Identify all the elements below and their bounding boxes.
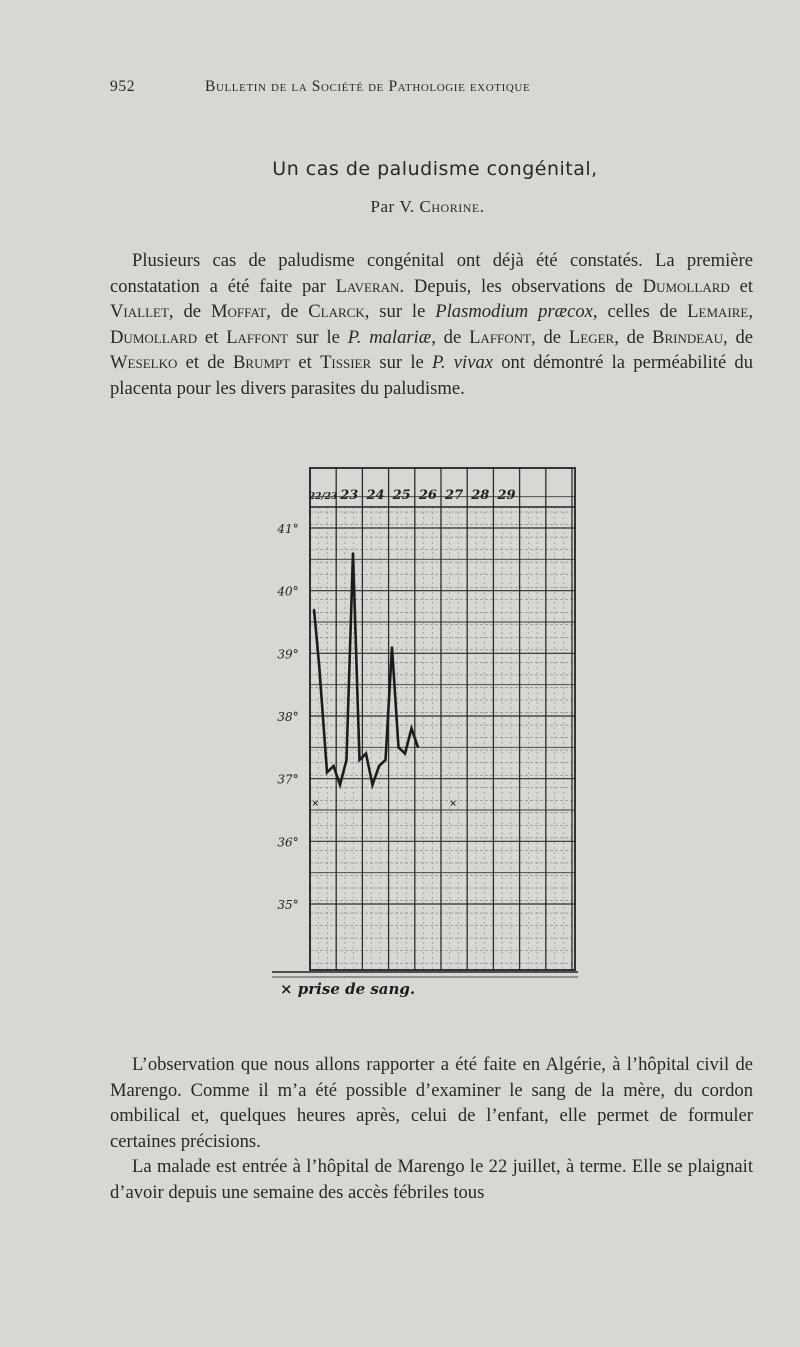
y-tick-label: 41° — [277, 522, 299, 536]
species-name: P. vivax — [431, 352, 494, 374]
author-prefix: Par — [370, 197, 395, 216]
y-tick-label: 38° — [277, 710, 299, 724]
temperature-point — [365, 753, 367, 755]
temperature-point — [346, 759, 348, 761]
paragraph-observation: L’observation que nous allons rapporter a été faite en Algérie, à l’hôpital civil de Marengo. Comme il m’a été possible d’examiner le sang de la mère, du cordon ombilical et, quelques heures après, celui de l’enfant, elle permet de formuler certaines précisions. — [110, 1054, 753, 1152]
author-name: V. Chorine. — [399, 197, 485, 216]
author-ref: Laffont — [469, 326, 532, 348]
running-title: Bulletin de la Société de Pathologie exotique — [205, 78, 531, 95]
paragraph-intro: Plusieurs cas de paludisme congénital ont déjà été constatés. La première constatation a été faite par Laveran. Depuis, les observations de Dumollard et Viallet, de Moffat, de Clarck, sur le Plasmodium præcox, celles de Lemaire, Dumollard et Laffont sur le P. malariæ, de Laffont, de Leger, de Brindeau, de Weselko et de Brumpt et Tissier sur le P. vivax ont démontré la perméabilité du placenta pour les divers parasites du paludisme. — [110, 250, 754, 399]
x-tick-label: 27 — [445, 488, 464, 503]
temperature-point — [391, 646, 393, 648]
page-number: 952 — [110, 78, 136, 95]
x-tick-label: 24 — [366, 488, 385, 503]
temperature-point — [318, 665, 320, 667]
author-ref: Dumollard — [110, 326, 198, 348]
author-ref: Leger — [568, 326, 615, 348]
x-tick-label: 23 — [340, 488, 359, 503]
author-ref: Brumpt — [233, 352, 291, 374]
temperature-point — [385, 759, 387, 761]
y-tick-label: 37° — [277, 772, 299, 787]
species-name: Plasmodium præcox — [435, 301, 593, 323]
y-tick-label: 36° — [277, 835, 299, 850]
temperature-point — [326, 772, 328, 774]
x-tick-label: 22/23 — [308, 492, 338, 502]
temperature-point — [372, 784, 374, 786]
temperature-point — [359, 759, 361, 761]
author-ref: Moffat — [210, 301, 267, 323]
author-ref: Laffont — [226, 326, 289, 348]
temperature-point — [411, 728, 413, 730]
author-ref: Weselko — [110, 352, 178, 374]
author-ref: Tissier — [320, 352, 372, 374]
temperature-point — [352, 552, 354, 554]
x-tick-label: 25 — [392, 488, 411, 503]
x-tick-label: 26 — [418, 488, 437, 503]
chart-frame — [310, 468, 575, 970]
temperature-point — [339, 784, 341, 786]
x-tick-label: 29 — [497, 488, 516, 503]
temperature-point — [404, 753, 406, 755]
author-ref: Clarck — [308, 301, 365, 323]
temperature-point — [398, 746, 400, 748]
author-ref: Laveran — [335, 275, 400, 297]
paragraph-patient: La malade est entrée à l’hôpital de Marengo le 22 juillet, à terme. Elle se plaignait d’avoir depuis une semaine des accès fébriles tous — [110, 1156, 753, 1203]
blood-sample-mark: × — [311, 795, 320, 811]
author-ref: Brindeau — [652, 326, 723, 348]
x-tick-label: 28 — [471, 488, 490, 503]
author-ref: Dumollard — [642, 275, 730, 297]
author-ref: Lemaire — [687, 301, 749, 323]
y-tick-label: 35° — [277, 898, 299, 912]
y-tick-label: 39° — [277, 647, 299, 662]
temperature-line — [314, 553, 418, 785]
blood-sample-mark: × — [449, 795, 457, 811]
temperature-point — [378, 765, 380, 767]
temperature-point — [313, 609, 315, 611]
article-author — [0, 197, 800, 217]
author-ref: Viallet — [110, 301, 169, 323]
temperature-point — [417, 746, 419, 748]
chart-note: × prise de sang. — [280, 980, 416, 998]
species-name: P. malariæ — [347, 326, 432, 348]
article-title: Un cas de paludisme congénital, — [272, 158, 598, 180]
temperature-point — [333, 765, 335, 767]
y-tick-label: 40° — [277, 584, 299, 599]
